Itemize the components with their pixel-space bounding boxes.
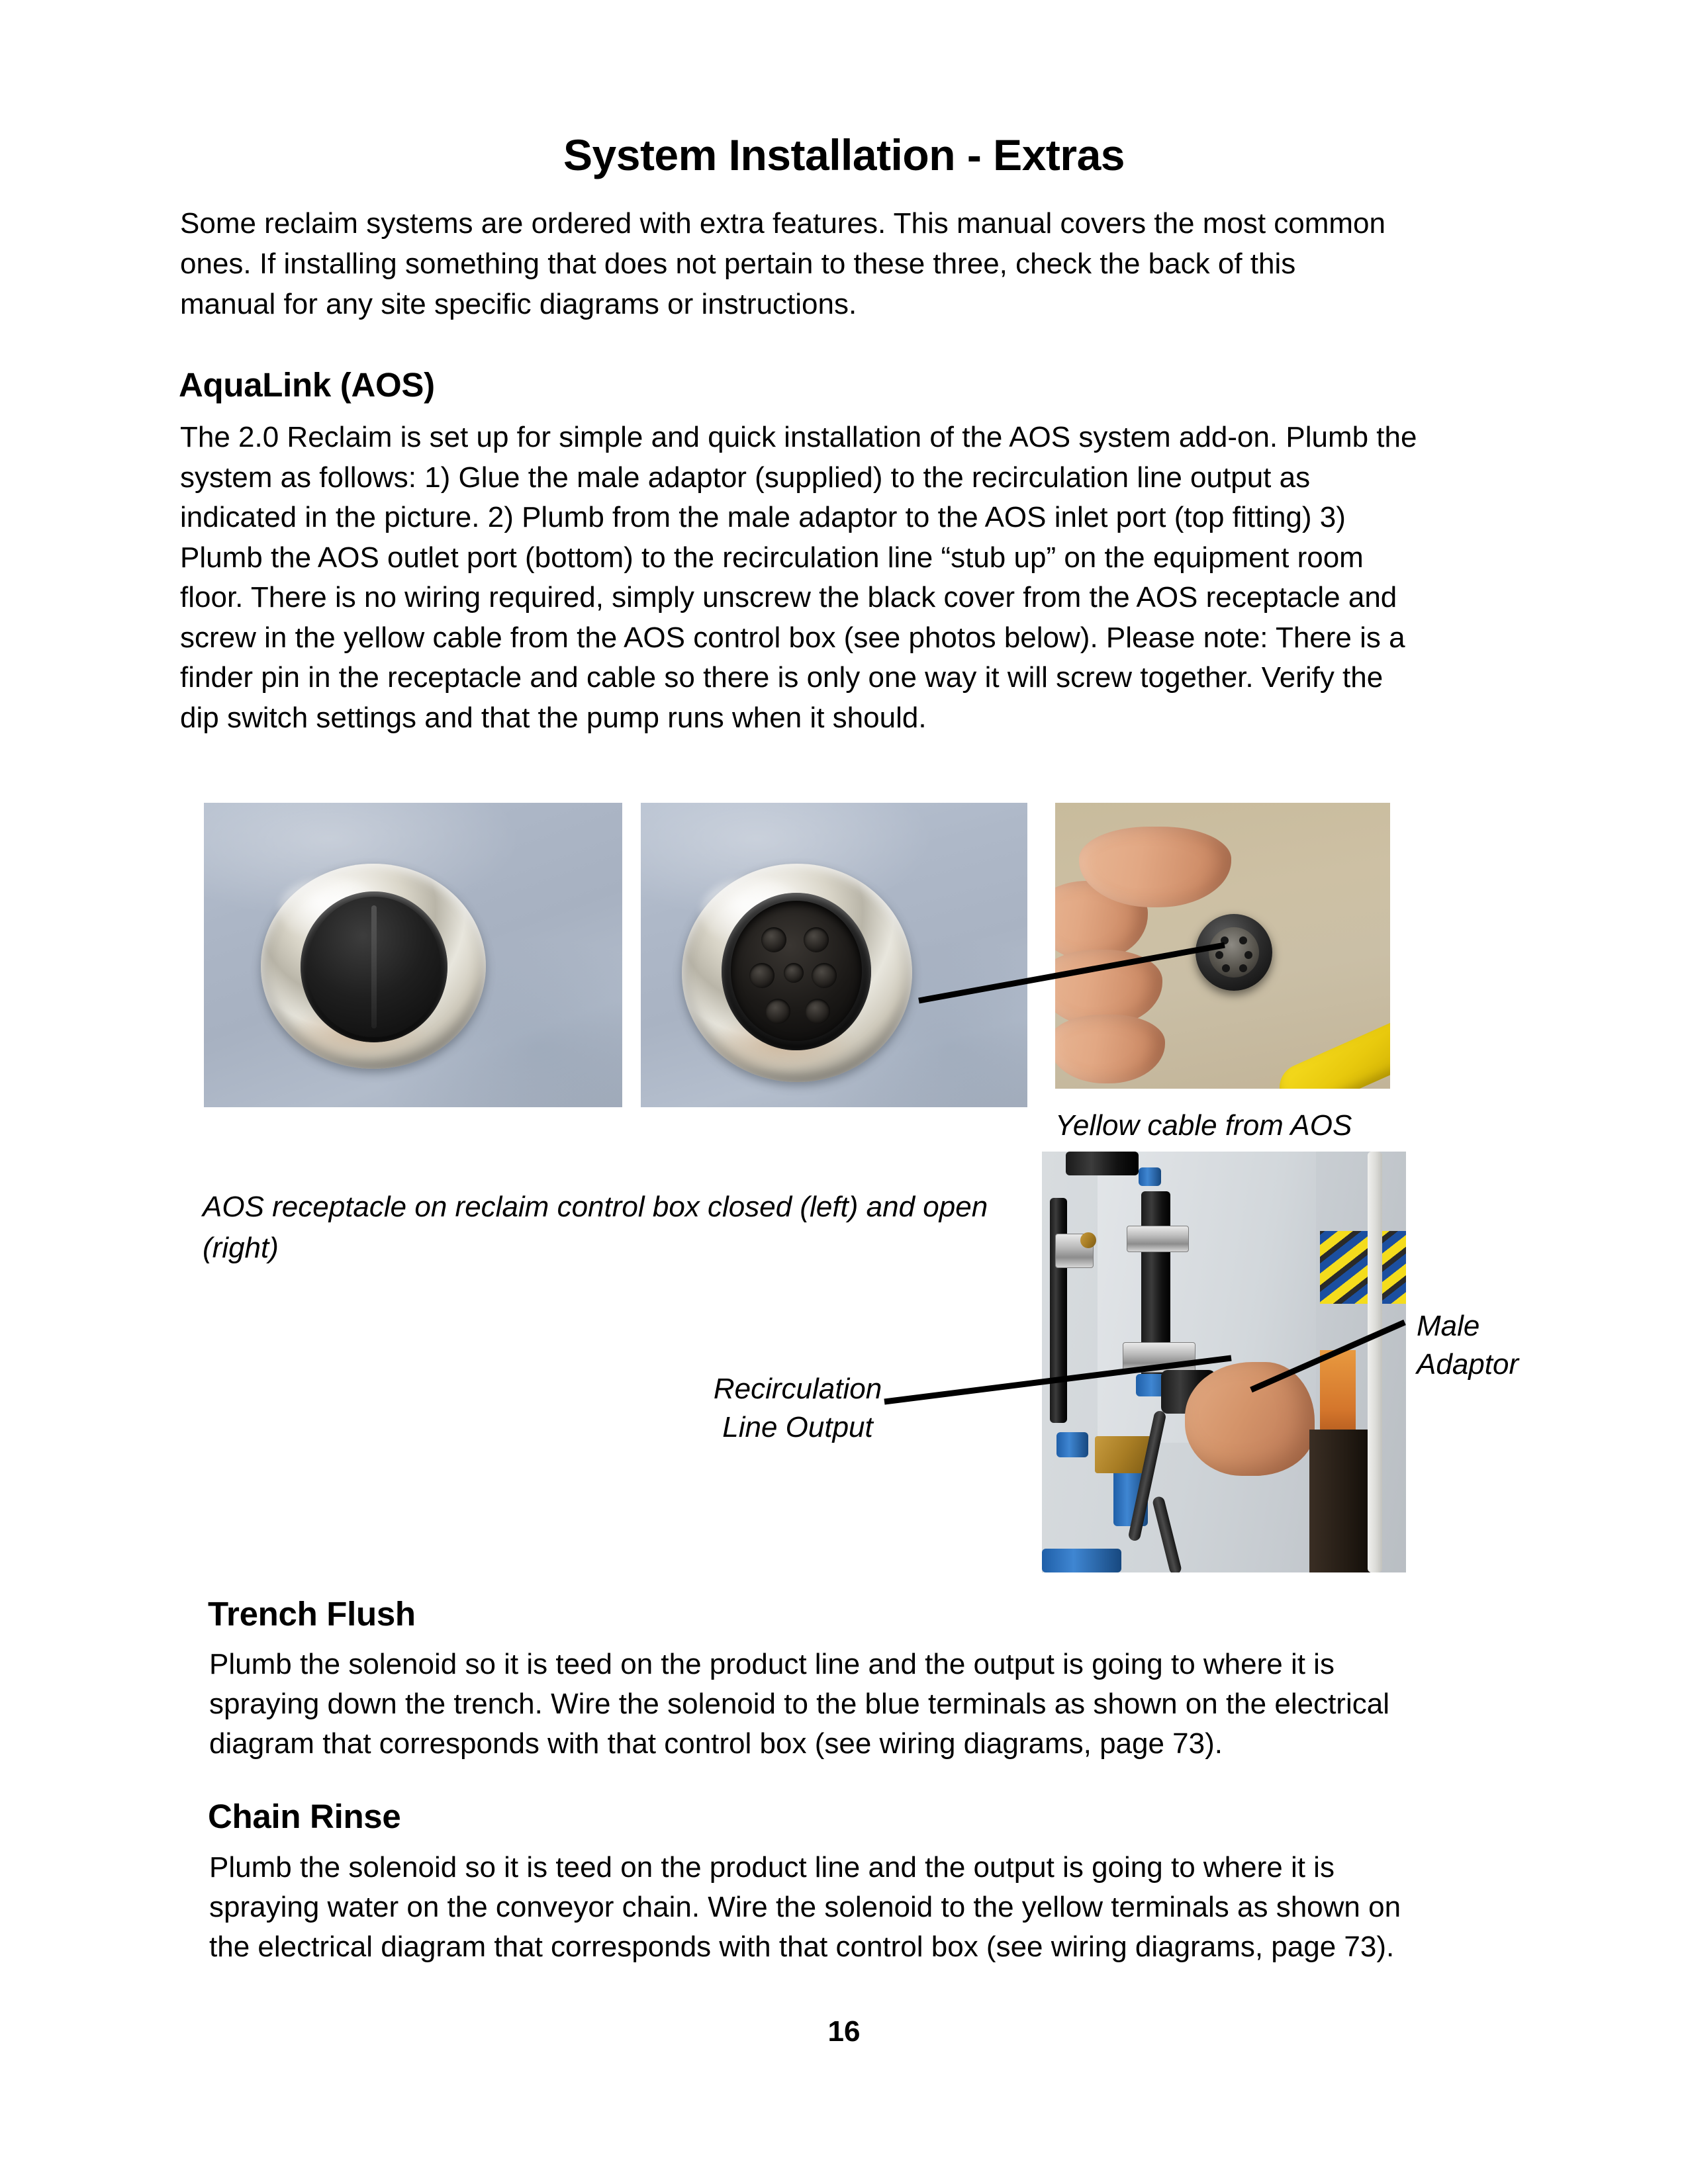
- pipe-clamp-lower: [1123, 1342, 1196, 1373]
- chain-rinse-paragraph: Plumb the solenoid so it is teed on the product line and the output is going to where it is spraying water on the conveyor chain. Wire the solenoid to the yellow terminals as shown on the electrical diagram that corresponds with that control box (see wiring diagrams, page 73).: [209, 1851, 1401, 1963]
- section-heading-chain-rinse: Chain Rinse: [208, 1797, 401, 1835]
- right-edge-trim: [1368, 1152, 1382, 1572]
- installer-hand: [1185, 1362, 1315, 1476]
- photo-recirculation-plumbing: [1042, 1152, 1406, 1572]
- section-heading-aqualink: AquaLink (AOS): [179, 366, 435, 404]
- male-adaptor-label-line-2: Adaptor: [1417, 1348, 1519, 1381]
- brass-fitting-small: [1080, 1232, 1096, 1248]
- photo-aos-receptacle-closed: [204, 803, 622, 1107]
- page-title: System Installation - Extras: [563, 130, 1125, 179]
- pipe-clamp-upper: [1127, 1226, 1189, 1252]
- plug-pin: [1215, 951, 1223, 959]
- black-pipe-upper: [1066, 1152, 1139, 1175]
- photo-aos-receptacle-open: [641, 803, 1027, 1107]
- pin-hole: [812, 963, 837, 988]
- plug-pin: [1239, 964, 1247, 972]
- blue-fitting-upper: [1139, 1167, 1161, 1186]
- blue-object-bottom: [1042, 1549, 1121, 1572]
- receptacle-socket: [731, 901, 862, 1041]
- trench-flush-paragraph: Plumb the solenoid so it is teed on the product line and the output is going to where it is spraying down the trench. Wire the solenoid to the blue terminals as shown on the electrical diagram that corresponds with that control box (see wiring diagrams, page 73).: [209, 1648, 1389, 1760]
- male-adaptor-label-line-1: Male: [1417, 1310, 1480, 1342]
- plug-pin: [1239, 936, 1247, 944]
- recirculation-label-line-2: Line Output: [722, 1411, 873, 1443]
- yellow-blue-striped-cable: [1320, 1231, 1406, 1304]
- cover-slot: [371, 905, 377, 1029]
- dark-background-column: [1309, 1430, 1370, 1572]
- plug-pin: [1244, 951, 1252, 959]
- black-cover-cap: [307, 897, 441, 1037]
- figure-caption-aos-receptacle: AOS receptacle on reclaim control box closed (left) and open (right): [203, 1191, 988, 1264]
- pin-hole: [804, 927, 829, 952]
- recirculation-label-line-1: Recirculation: [713, 1373, 882, 1405]
- blue-fitting-lower: [1056, 1432, 1088, 1457]
- connector-pin-face: [1209, 927, 1259, 978]
- plug-pin: [1221, 936, 1229, 944]
- pin-hole: [765, 999, 790, 1024]
- figure-label-male-adaptor: [1417, 1307, 1519, 1384]
- page-number: 16: [827, 2015, 861, 2048]
- aqualink-paragraph: The 2.0 Reclaim is set up for simple and quick installation of the AOS system add-on. Plumb the system as follows: 1) Glue the male adaptor (supplied) to the recirculation line output as indicated in the picture. 2) Plumb from the male adaptor to the AOS inlet port (top fitting) 3) Plumb the AOS outlet port (bottom) to the recirculation line “stub up” on the equipment room floor. There is no wiring required, simply unscrew the black cover from the AOS receptacle and screw in the yellow cable from the AOS control box (see photos below). Please note: There is a finder pin in the receptacle and cable so there is only one way it will screw together. Verify the dip switch settings and that the pump runs when it should.: [180, 421, 1417, 734]
- pin-hole: [805, 999, 830, 1024]
- section-heading-trench-flush: Trench Flush: [208, 1595, 416, 1633]
- plug-pin: [1222, 964, 1230, 972]
- figure-label-yellow-cable: Yellow cable from AOS: [1055, 1109, 1352, 1142]
- photo-yellow-cable-connector: [1055, 803, 1390, 1089]
- pin-hole: [761, 927, 786, 952]
- black-conduit-left: [1050, 1198, 1067, 1423]
- pin-hole: [749, 963, 774, 988]
- intro-paragraph: Some reclaim systems are ordered with extra features. This manual covers the most common ones. If installing something that does not pertain to these three, check the back of this manual for any site specific diagrams or instructions.: [180, 207, 1385, 320]
- figure-label-recirculation-line-output: [682, 1370, 914, 1447]
- finder-pin-hole: [784, 963, 804, 983]
